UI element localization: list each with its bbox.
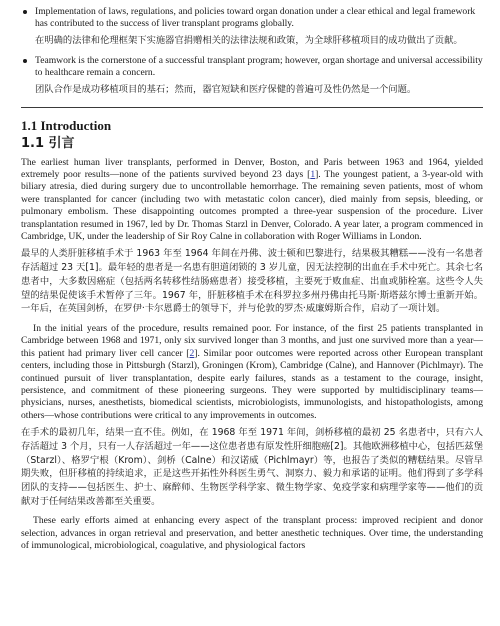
bullet-dot-icon	[23, 59, 27, 63]
paragraph-text: In the initial years of the procedure, results remained poor. For instance, of the first 25 patients transplanted in Cambridge between 1968 and 1971, only six survived longer than 3 months, and just one survived more than a year—this patient had primary liver cell cancer [	[21, 322, 483, 359]
section-divider	[21, 107, 483, 108]
paragraph-en	[21, 323, 483, 422]
bullet-text-zh: 在明确的法律和伦理框架下实施器官捐赠相关的法律法规和政策，为全球肝移植项目的成功做出了贡献。	[35, 34, 463, 46]
paragraph-text: The earliest human liver transplants, performed in Denver, Boston, and Paris between 1963 and 1964, yielded extremely poor results—none of the patients survived beyond 23 days [	[21, 156, 483, 181]
key-points-list	[21, 6, 483, 97]
paragraph-zh: 最早的人类肝脏移植手术于 1963 年至 1964 年间在丹佛、波士顿和巴黎进行，结果极其糟糕——没有一名患者存活超过 23 天[1]。最年轻的患者是一名患有胆道闭锁的 3 岁儿童，因无法控制的出血在手术中死亡。其余七名患者中，大多数因癌症（包括两名转移性结肠癌患者）接受移植，主要死于败血症、出血或肺栓塞。这些令人失望的结果促使该手术暂停了三年。1967 年，肝脏移植手术在科罗拉多州丹佛由托马斯·斯塔兹尔博士重新开始。一年后，在英国剑桥，在罗伊·卡尔恩爵士的领导下，并与伦敦的罗杰·威廉姆斯合作，启动了一项计划。	[21, 248, 483, 315]
section-heading-zh: 1.1 引言	[21, 135, 75, 151]
bullet-text-en: Implementation of laws, regulations, and policies toward organ donation under a clear ethical and legal framework has contributed to the success of liver transplant programs globally.	[35, 6, 476, 30]
bullet-dot-icon	[23, 10, 27, 14]
bullet-text-zh: 团队合作是成功移植项目的基石；然而，器官短缺和医疗保健的普遍可及性仍然是一个问题。	[35, 83, 417, 95]
list-item	[21, 55, 483, 97]
paragraph-text: ]. The youngest patient, a 3-year-old with biliary atresia, died during surgery due to uncontrollable hemorrhage. The remaining seven patients, most of whom were transplanted for cancer (including two with metastatic colon cancer), died mainly from sepsis, bleeding, or pulmonary embolism. These disappointing outcomes prompted a three-year suspension of the procedure. Liver transplantation resumed in 1967, led by Dr. Thomas Starzl in Denver, Colorado. A year later, a program commenced in Cambridge, UK, under the leadership of Sir Roy Calne in collaboration with Roger Williams in London.	[21, 169, 483, 243]
paragraph-en	[21, 157, 483, 244]
paragraph-text: ]. Similar poor outcomes were reported across other European transplant centers, including those in Pittsburgh (Starzl), Groningen (Krom), Cambridge (Calne), and Hannover (Pichlmayr). The continued pursuit of liver transplantation, despite early failures, stands as a testament to the courage, insight, persistence, and commitment of these pioneering surgeons. They were supported by multidisciplinary teams—physicians, nurses, anesthetists, biomedical scientists, microbiologists, immunologists, and histopathologists, among others—whose contributions were critical to any improvements in outcomes.	[21, 347, 483, 421]
citation-link[interactable]: 1	[310, 169, 316, 181]
paragraph-en: These early efforts aimed at enhancing every aspect of the transplant process: improved recipient and donor selection, advances in organ retrieval and preservation, and better anesthetic techniques. Over time, the understanding of immunological, microbiological, coagulative, and physiological factors	[21, 515, 483, 552]
section-heading-en: 1.1 Introduction	[21, 117, 112, 133]
bullet-text-en: Teamwork is the cornerstone of a successful transplant program; however, organ shortage and universal accessibility to healthcare remain a concern.	[35, 54, 483, 79]
paragraph-zh: 在手术的最初几年，结果一直不佳。例如，在 1968 年至 1971 年间，剑桥移植的最初 25 名患者中，只有六人存活超过 3 个月，只有一人存活超过一年——这位患者患有原发性肝细胞癌[2]。其他欧洲移植中心，包括匹兹堡（Starzl）、格罗宁根（Krom）、剑桥（Calne）和汉诺威（Pichlmayr）等，也报告了类似的糟糕结果。尽管早期失败，但肝移植的持续追求，正是这些开拓性外科医生勇气、洞察力、毅力和承诺的证明。他们得到了多学科团队的支持——包括医生、护士、麻醉师、生物医学科学家、微生物学家、免疫学家和病理学家等——他们的贡献对于任何结果改善都至关重要。	[21, 427, 483, 507]
citation-link[interactable]: 2	[189, 347, 195, 359]
list-item	[21, 6, 483, 48]
